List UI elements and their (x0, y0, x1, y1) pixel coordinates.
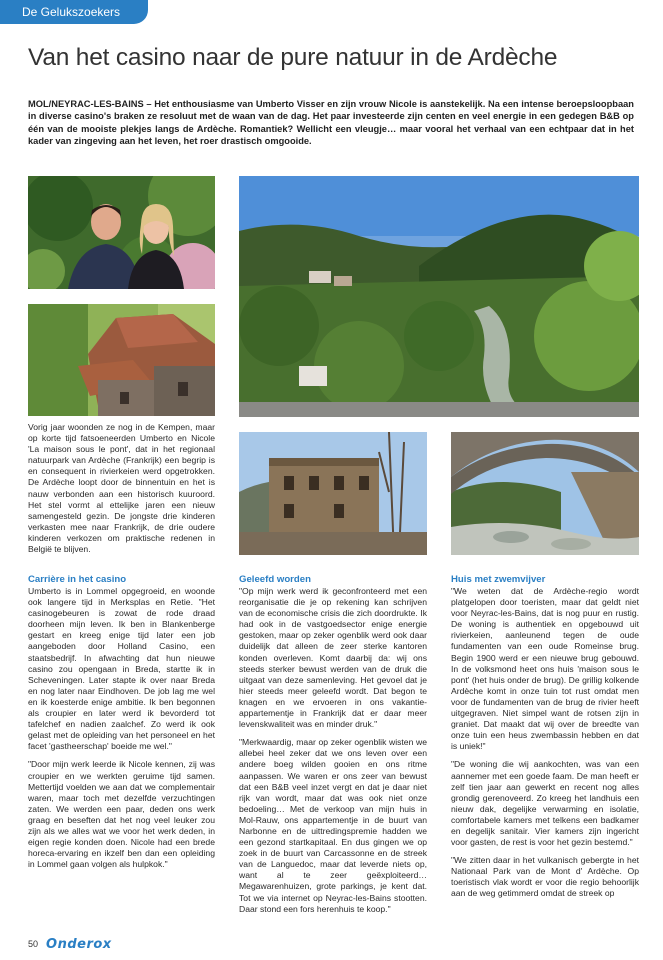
paragraph: "De woning die wij aankochten, was van een aannemer met een goede faam. De man heeft er zelf tien jaar aan gewerkt en recent nog alles grondig gerenoveerd. Zo kreeg het landhuis een nieuw dak, degelijke verwarming en isolatie, comfortabele kamers met telkens een badkamer en degelijk sanitair. Vier kamers zijn ingericht voor gasten, de rest is voor het gezin bestemd." (451, 759, 639, 848)
column-1 (28, 586, 215, 877)
photo-bridge (451, 432, 639, 555)
paragraph: "Op mijn werk werd ik geconfronteerd met een reorganisatie die je op rekening kan schrijven van de economische crisis die zich doordrukte. Ik had ook in de vastgoedsector enige energie gestoken, maar op zeker ogenblik werd ook daar duidelijk dat alleen de zeer sterke kantoren konden overleven. Komt daarbij da: wij ons steeds sterker bewust werden van de druk die uitgaat van deze samenleving. Het gevoel dat je hier steeds meer geleefd wordt. Dat begon te knagen en we ervoeren in ons vakantie-appartementje in Frankrijk dat er daar meer levenskwaliteit was en minder druk." (239, 586, 427, 730)
page-number: 50 (28, 939, 39, 949)
paragraph: "We weten dat de Ardèche-regio wordt platgelopen door toeristen, maar dat geldt niet voor Neyrac-les-Bains, dat is nog puur en rustig. De woning is authentiek en opgebouwd uit rivierkeien, aanleunend tegen de oude fundamenten van een oude Romeinse brug. Begin 1900 werd er een nieuwe brug gebouwd. In de volksmond heet ons huis 'maison sous le pont' (het huis onder de brug). De grillig kolkende Ardèche komt in onze tuin tot rust omdat men voor de fundamenten van de brug de rivier heeft uitgegraven. Niet simpel want de rotsen zijn in graniet. Dat maakt dat wij over de breedte van onze tuin een heus zwembassin hebben en dat is uniek!" (451, 586, 639, 752)
photo-couple (28, 176, 215, 289)
column-1-lead (28, 422, 215, 562)
column-3 (451, 586, 639, 907)
section-tab: De Gelukszoekers (0, 0, 148, 24)
paragraph: Vorig jaar woonden ze nog in de Kempen, maar op korte tijd fatsoeneerden Umberto en Nicole 'La maison sous le pont', dat in het regionaal natuurpark van Ardèche (Frankrijk) een begrip is en consequent in rivierkeien werd opgetrokken. De Ardèche loopt door de binnentuin en het is nauw verbonden aan een historisch kuuroord. Het stel vormt al ettelijke jaren een nieuw samengesteld gezin. De jongste drie kinderen verkasten mee naar Frankrijk, de drie oudere kinderen verkozen om praktische redenen in België te blijven. (28, 422, 215, 555)
subheading-huis: Huis met zwemvijver (451, 574, 546, 585)
page-footer (28, 936, 112, 952)
paragraph: Umberto is in Lommel opgegroeid, en woonde ook langere tijd in Merksplas en Retie. "Het casinogebeuren is zowat de rode draad doorheen mijn leven. Ik ben in Blankenberge gestart en kreeg enige tijd later een job aangeboden door Holland Casino, een staatsbedrijf. In afwachting dat hun nieuwe casino zou opengaan in Breda, startte ik in Scheveningen. Later stapte ik over naar Breda en nog later naar Eindhoven. De job lag me wel en ik koesterde enige ambitie. Ik ben begonnen als croupier en later werd ik bevorderd tot tafelchef en nadien zaalchef. Zo werd ik ook gelast met de opleiding van het personeel en het facet 'gastheerschap' boeide me wel." (28, 586, 215, 752)
subheading-geleefd: Geleefd worden (239, 574, 311, 585)
article-intro: MOL/NEYRAC-LES-BAINS – Het enthousiasme van Umberto Visser en zijn vrouw Nicole is aanstekelijk. Na een intense beroepsloopbaan in diverse casino's braken ze resoluut met de waan van de dag. Het paar investeerde zijn centen en veel energie in een gedegen B&B op één van de mooiste plekjes langs de Ardèche. Romantiek? Wellicht een vleugje… maar vooral het verhaal van een echtpaar dat in het kader van zingeving aan het leven, het roer drastisch omgooide. (28, 99, 634, 147)
paragraph: "Door mijn werk leerde ik Nicole kennen, zij was croupier en we werkten geruime tijd samen. Mettertijd voelden we aan dat we complementair waren, maar toch met dezelfde verzuchtingen zaten. We werden een paar, deden ons werk graag en beseften dat het nog veel leuker zou zijn als we alles wat we voor het werk deden, in eigen regie konden doen. Nicole had een brede horeca-ervaring en ikzelf ben dan een opleiding in Lommel gaan volgen als hulpkok." (28, 759, 215, 870)
paragraph: "Merkwaardig, maar op zeker ogenblik wisten we allebei heel zeker dat we ons leven over een andere boeg wilden gooien en ons ritme aanpassen. We waren er ons zeer van bewust dat een B&B veel inzet vergt en dat je daar niet rijk van wordt, maar dat was ook niet onze bedoeling… Met de verkoop van mijn huis in Mol-Rauw, ons appartementje in de buurt van Narbonne en de uittredingspremie hadden we een gezond startkapitaal. En dus gingen we op zoek in de buurt van Carcassonne en de streek van de Languedoc, maar dat leverde niets op, want al te zeer geëxploiteerd… Megawarenhuizen, grote parkings, je kent dat. Tot we via internet op Neyrac-les-Bains stootten. Daar stond een fors herenhuis te koop." (239, 737, 427, 914)
article-headline: Van het casino naar de pure natuur in de Ardèche (28, 44, 558, 71)
photo-rooftops (28, 304, 215, 416)
photo-house (239, 432, 427, 555)
column-2 (239, 586, 427, 922)
photo-valley (239, 176, 639, 417)
magazine-logo: Onderox (46, 936, 112, 952)
paragraph: "We zitten daar in het vulkanisch gebergte in het Nationaal Park van de Mont d' Ardèche. Op toeristisch vlak wordt er voor die regio behoorlijk aan de weg getimmerd omdat de streek op (451, 855, 639, 899)
subheading-carriere: Carrière in het casino (28, 574, 127, 585)
